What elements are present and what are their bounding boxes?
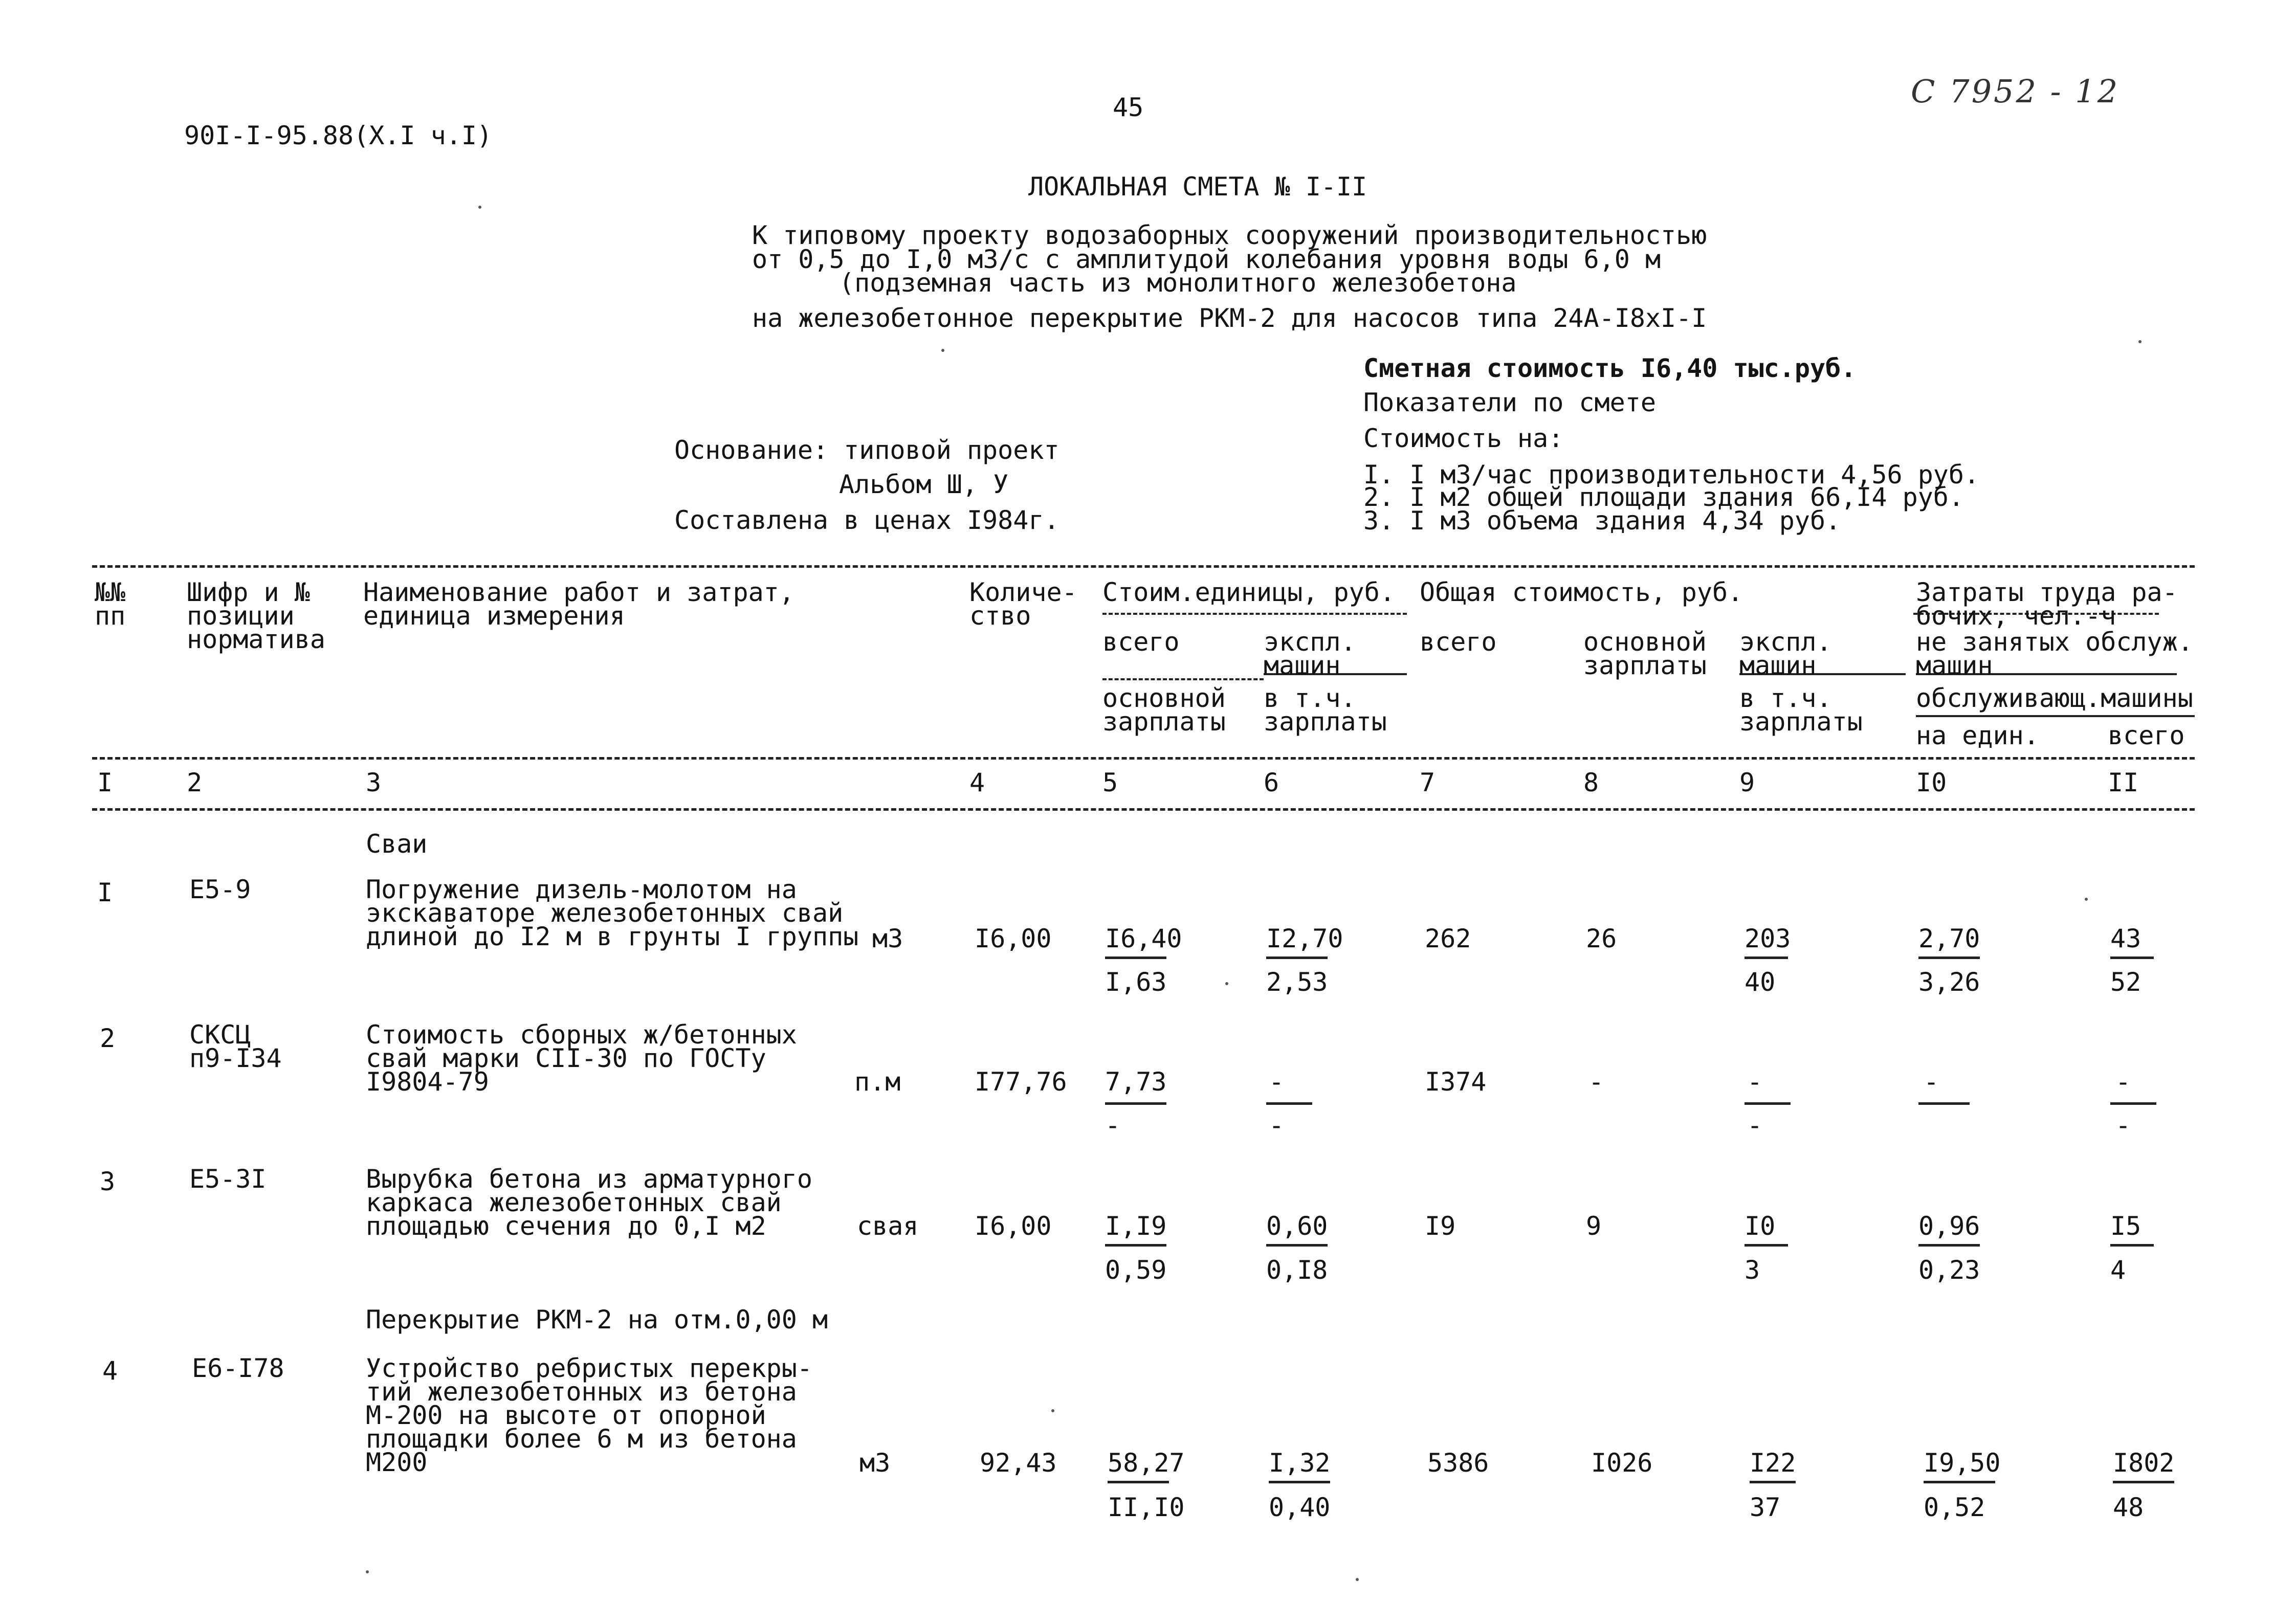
row-name: Стоимость сборных ж/бетонных свай марки СII-30 по ГОСТу I9804-79 [366, 1020, 797, 1097]
header-bottom-rule [92, 757, 2195, 760]
fraction-line [1745, 957, 1788, 959]
labor-total-serving: 4 [2110, 1255, 2126, 1285]
column-number-6: 6 [1264, 768, 1279, 797]
fraction-line [1266, 957, 1328, 959]
labor-per-unit: I9,50 [1924, 1448, 2001, 1478]
fraction-line [1266, 1244, 1328, 1247]
header-unit-cost: Стоим.единицы, руб. [1102, 577, 1395, 607]
row-number: 4 [102, 1356, 118, 1386]
scan-speck [2138, 340, 2142, 343]
labor-per-unit-serving: 0,23 [1918, 1255, 1980, 1285]
header-unit-total: всего [1102, 627, 1180, 657]
fraction-line [2110, 1244, 2154, 1247]
header-unit-machines-wages: в т.ч. зарплаты [1264, 683, 1387, 737]
row-code: Е5-9 [189, 875, 251, 904]
row-number: 2 [100, 1024, 116, 1053]
total-machines: 203 [1745, 924, 1791, 953]
row-quantity: I6,00 [975, 924, 1052, 953]
estimated-cost: Сметная стоимость I6,40 тыс.руб. [1363, 353, 1857, 383]
unit-machines-wages: 0,40 [1269, 1493, 1331, 1522]
table-top-rule [92, 565, 2195, 568]
fraction-line [1918, 1102, 1970, 1105]
unit-cost-rule [1102, 613, 1407, 615]
fraction-line [1745, 1244, 1788, 1247]
fraction-line [1105, 957, 1166, 959]
header-total-cost: Общая стоимость, руб. [1420, 577, 1743, 607]
header-labor-serving: обслуживающ.машины [1916, 683, 2193, 713]
fraction-line [1750, 1481, 1796, 1483]
cost-on-heading: Стоимость на: [1363, 424, 1564, 453]
labor-total-serving: - [2115, 1110, 2131, 1140]
scan-speck [941, 349, 944, 352]
document-code: 90I-I-95.88(X.I ч.I) [184, 121, 493, 150]
unit-wages: II,I0 [1108, 1493, 1185, 1522]
labor-total-serving: 48 [2113, 1493, 2144, 1522]
labor-total: - [2115, 1067, 2131, 1097]
total-machines: I22 [1750, 1448, 1796, 1478]
row-quantity: 92,43 [980, 1448, 1057, 1478]
total-wages: - [1588, 1067, 1604, 1097]
labor-per-unit: 2,70 [1918, 924, 1980, 953]
labor-per-unit-serving: 3,26 [1918, 967, 1980, 997]
header-name: Наименование работ и затрат, единица измерения [363, 577, 794, 631]
fraction-line [1924, 1481, 1995, 1483]
total-wages: I026 [1591, 1448, 1653, 1478]
unit-split-rule [1102, 678, 1264, 680]
total-machines-wages: 3 [1745, 1255, 1760, 1285]
fraction-line [2113, 1481, 2174, 1483]
row-name: Вырубка бетона из арматурного каркаса железобетонных свай площадью сечения до 0,I м2 [366, 1164, 812, 1241]
column-number-8: 8 [1583, 768, 1599, 797]
unit-machines: I,32 [1269, 1448, 1331, 1478]
fraction-line [1745, 1102, 1791, 1105]
scan-speck [478, 206, 481, 209]
header-total-all: всего [1420, 627, 1497, 657]
scan-speck [366, 1570, 369, 1573]
row-unit: свая [857, 1211, 919, 1241]
total-machines-wages: 40 [1745, 967, 1776, 997]
column-number-9: 9 [1739, 768, 1755, 797]
column-number-1: I [97, 768, 113, 797]
column-number-7: 7 [1420, 768, 1436, 797]
labor-total: I802 [2113, 1448, 2175, 1478]
header-labor: Затраты труда ра- бочих, чел.-ч [1916, 577, 2178, 631]
row-quantity: I77,76 [975, 1067, 1067, 1097]
unit-wages: - [1105, 1110, 1121, 1140]
total-all: I374 [1425, 1067, 1487, 1097]
unit-total: 7,73 [1105, 1067, 1167, 1097]
scan-speck [2085, 898, 2088, 901]
basis-line-3: Составлена в ценах I984г. [674, 505, 1059, 535]
scan-speck [1356, 1578, 1359, 1581]
total-machines-wages: - [1747, 1110, 1763, 1140]
labor-per-unit: - [1924, 1067, 1939, 1097]
row-number: I [97, 878, 113, 907]
header-total-machines-wages: в т.ч. зарплаты [1739, 683, 1863, 737]
unit-machines-wages: 0,I8 [1266, 1255, 1328, 1285]
header-labor-total: всего [2108, 721, 2185, 750]
indicator-3: 3. I м3 объема здания 4,34 руб. [1363, 506, 1841, 536]
row-unit: п.м [854, 1067, 901, 1097]
header-total-wages: основной зарплаты [1583, 627, 1707, 680]
header-unit-machines: экспл. машин [1264, 627, 1356, 680]
unit-wages: I,63 [1105, 967, 1167, 997]
header-num: №№ пп [95, 577, 126, 631]
unit-machines: - [1269, 1067, 1285, 1097]
unit-total: I6,40 [1105, 924, 1182, 953]
row-name: Погружение дизель-молотом на экскаваторе железобетонных свай длиной до I2 м в грунты I группы [366, 875, 859, 951]
total-machines-wages: 37 [1750, 1493, 1781, 1522]
unit-total: I,I9 [1105, 1211, 1167, 1241]
basis-line-2: Альбом Ш, У [839, 470, 1009, 499]
row-unit: м3 [859, 1448, 891, 1478]
header-labor-not-serving: не занятых обслуж. машин [1916, 627, 2193, 680]
fraction-line [2110, 957, 2154, 959]
unit-machines: I2,70 [1266, 924, 1343, 953]
column-number-10: I0 [1916, 768, 1947, 797]
labor-total: 43 [2110, 924, 2142, 953]
unit-total: 58,27 [1108, 1448, 1185, 1478]
project-line-1: К типовому проекту водозаборных сооружений производительностью [752, 220, 1707, 250]
labor-total-serving: 52 [2110, 967, 2142, 997]
project-line-3: (подземная часть из монолитного железобетона [839, 268, 1517, 298]
row-code: Е6-I78 [192, 1353, 284, 1383]
fraction-line [1269, 1481, 1330, 1483]
scan-speck [1225, 982, 1228, 985]
fraction-line [1105, 1102, 1166, 1105]
handwritten-reference: С 7952 - 12 [1911, 73, 2120, 110]
total-all: 5386 [1427, 1448, 1489, 1478]
row-quantity: I6,00 [975, 1211, 1052, 1241]
unit-machines-wages: - [1269, 1110, 1285, 1140]
fraction-line [1105, 1244, 1166, 1247]
scan-speck [1051, 1409, 1054, 1412]
basis-line-1: Основание: типовой проект [674, 435, 1059, 465]
column-number-3: 3 [366, 768, 382, 797]
total-all: 262 [1425, 924, 1471, 953]
section-title: Сваи [366, 829, 428, 859]
column-number-2: 2 [187, 768, 203, 797]
column-numbers-rule [92, 808, 2195, 811]
header-unit-wages: основной зарплаты [1102, 683, 1226, 737]
labor-per-unit-serving: 0,52 [1924, 1493, 1985, 1522]
header-labor-per-unit: на един. [1916, 721, 2039, 750]
project-line-4: на железобетонное перекрытие РКМ-2 для насосов типа 24А-I8хI-I [752, 303, 1707, 333]
unit-machines-wages: 2,53 [1266, 967, 1328, 997]
estimate-title: ЛОКАЛЬНАЯ СМЕТА № I-II [1028, 172, 1367, 202]
labor-per-unit: 0,96 [1918, 1211, 1980, 1241]
project-line-2: от 0,5 до I,0 м3/с с амплитудой колебания уровня воды 6,0 м [752, 244, 1661, 274]
indicator-2: 2. I м2 общей площади здания 66,I4 руб. [1363, 482, 1964, 512]
column-number-5: 5 [1102, 768, 1118, 797]
total-wages: 26 [1586, 924, 1617, 953]
row-code: Е5-3I [189, 1164, 267, 1194]
labor-total: I5 [2110, 1211, 2142, 1241]
section-title: Перекрытие РКМ-2 на отм.0,00 м [366, 1305, 828, 1335]
header-qty: Количе- ство [969, 577, 1077, 631]
page-number: 45 [1113, 93, 1144, 122]
column-number-11: II [2108, 768, 2139, 797]
fraction-line [2110, 1102, 2156, 1105]
row-number: 3 [100, 1167, 116, 1196]
fraction-line [1918, 957, 1980, 959]
unit-machines: 0,60 [1266, 1211, 1328, 1241]
row-code: СКСЦ п9-I34 [189, 1020, 282, 1073]
total-wages: 9 [1586, 1211, 1602, 1241]
total-all: I9 [1425, 1211, 1456, 1241]
fraction-line [1108, 1481, 1169, 1483]
row-name: Устройство ребристых перекры- тий железобетонных из бетона М-200 на высоте от опорной площадки более 6 м из бетона М200 [366, 1353, 812, 1477]
fraction-line [1266, 1102, 1312, 1105]
indicators-heading: Показатели по смете [1363, 388, 1656, 417]
unit-wages: 0,59 [1105, 1255, 1167, 1285]
labor-serving-underline [1916, 715, 2195, 717]
indicator-1: I. I м3/час производительности 4,56 руб. [1363, 460, 1980, 490]
column-number-4: 4 [969, 768, 985, 797]
row-unit: м3 [872, 924, 903, 953]
total-machines: I0 [1745, 1211, 1776, 1241]
header-total-machines: экспл. машин [1739, 627, 1832, 680]
fraction-line [1918, 1244, 1980, 1247]
total-machines: - [1747, 1067, 1763, 1097]
header-code: Шифр и № позиции норматива [187, 577, 325, 654]
